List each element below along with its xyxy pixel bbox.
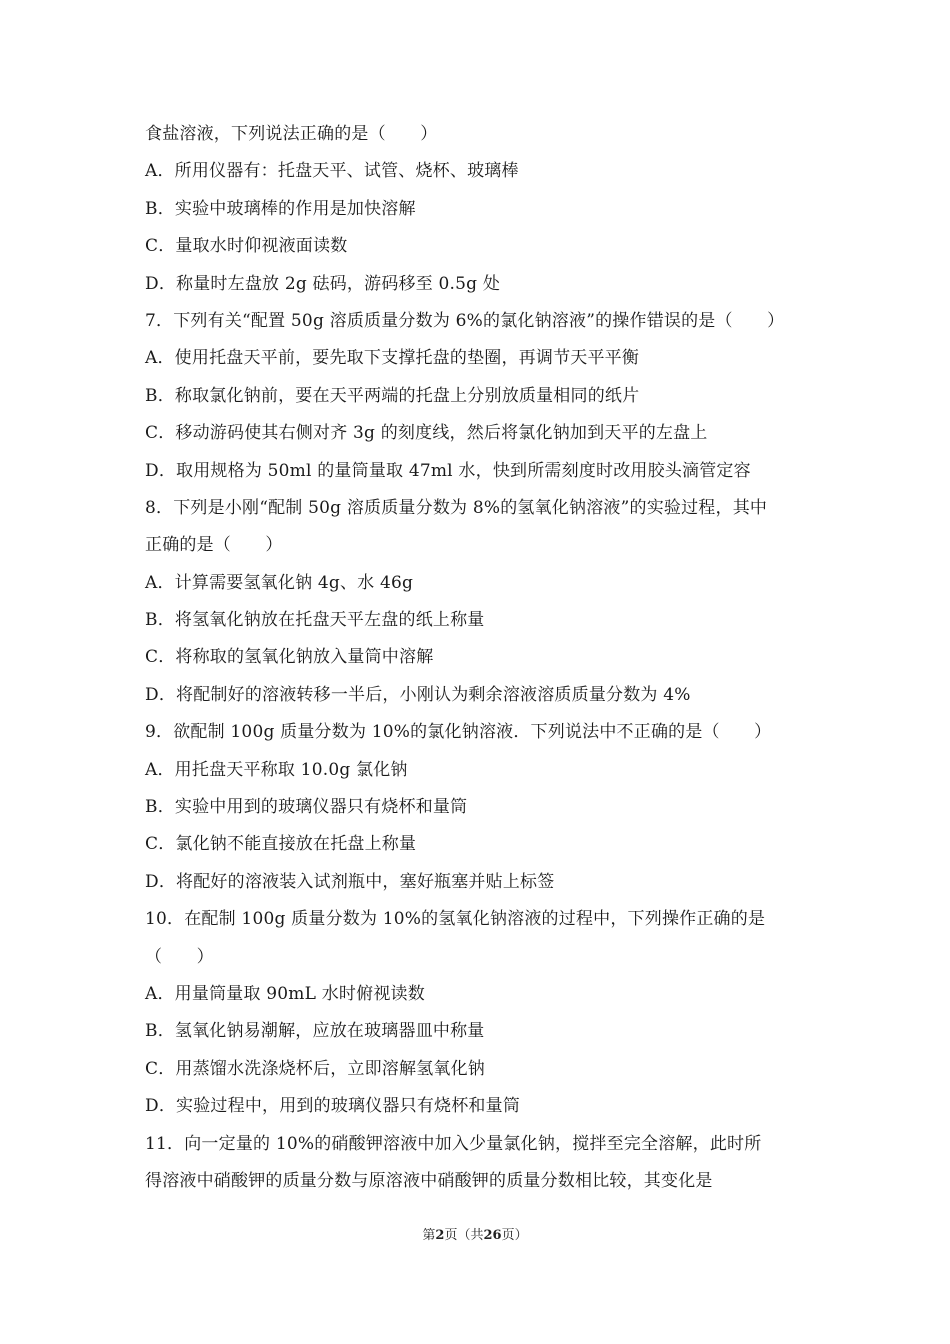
text-line: B．氢氧化钠易潮解，应放在玻璃器皿中称量 bbox=[145, 1021, 485, 1042]
text-line: A．所用仪器有：托盘天平、试管、烧杯、玻璃棒 bbox=[145, 161, 519, 182]
text-line: 食盐溶液，下列说法正确的是（ ） bbox=[145, 124, 438, 144]
text-line: D．称量时左盘放 2g 砝码，游码移至 0.5g 处 bbox=[145, 273, 501, 294]
text-line: 7．下列有关“配置 50g 溶质质量分数为 6%的氯化钠溶液”的操作错误的是（ ） bbox=[145, 310, 785, 331]
text-line: C．量取水时仰视液面读数 bbox=[145, 236, 348, 257]
text-line: B．将氢氧化钠放在托盘天平左盘的纸上称量 bbox=[145, 610, 485, 631]
text-line: 9．欲配制 100g 质量分数为 10%的氯化钠溶液．下列说法中不正确的是（ ） bbox=[145, 722, 772, 743]
text-line: 正确的是（ ） bbox=[145, 535, 283, 556]
text-line: A．用托盘天平称取 10.0g 氯化钠 bbox=[145, 759, 408, 780]
text-line: C．移动游码使其右侧对齐 3g 的刻度线，然后将氯化钠加到天平的左盘上 bbox=[145, 423, 708, 444]
text-line: A．用量筒量取 90mL 水时俯视读数 bbox=[145, 983, 425, 1004]
text-line: D．将配制好的溶液转移一半后，小刚认为剩余溶液溶质质量分数为 4% bbox=[145, 684, 691, 705]
text-line: 11．向一定量的 10%的硝酸钾溶液中加入少量氯化钠，搅拌至完全溶解，此时所 bbox=[145, 1133, 762, 1154]
question-text-block bbox=[145, 116, 815, 1200]
text-line: D．实验过程中，用到的玻璃仪器只有烧杯和量筒 bbox=[145, 1096, 521, 1117]
page-footer bbox=[0, 1224, 950, 1243]
footer-page-number: 2 bbox=[435, 1228, 445, 1243]
text-line: 8．下列是小刚“配制 50g 溶质质量分数为 8%的氢氧化钠溶液”的实验过程，其中 bbox=[145, 497, 768, 518]
footer-suffix: 页） bbox=[501, 1228, 528, 1243]
footer-middle: 页（共 bbox=[444, 1228, 484, 1243]
text-line: 得溶液中硝酸钾的质量分数与原溶液中硝酸钾的质量分数相比较，其变化是 bbox=[145, 1170, 713, 1191]
text-line: B．实验中用到的玻璃仪器只有烧杯和量筒 bbox=[145, 797, 468, 818]
text-line: D．将配好的溶液装入试剂瓶中，塞好瓶塞并贴上标签 bbox=[145, 871, 555, 892]
text-line: A．计算需要氢氧化钠 4g、水 46g bbox=[145, 572, 414, 593]
text-line: C．用蒸馏水洗涤烧杯后，立即溶解氢氧化钠 bbox=[145, 1058, 486, 1079]
text-line: 10．在配制 100g 质量分数为 10%的氢氧化钠溶液的过程中，下列操作正确的是 bbox=[145, 909, 766, 930]
text-line: A．使用托盘天平前，要先取下支撑托盘的垫圈，再调节天平平衡 bbox=[145, 348, 640, 369]
text-line: B．实验中玻璃棒的作用是加快溶解 bbox=[145, 198, 416, 219]
footer-total-pages: 26 bbox=[483, 1228, 502, 1243]
footer-prefix: 第 bbox=[422, 1228, 436, 1243]
text-line: C．将称取的氢氧化钠放入量筒中溶解 bbox=[145, 647, 434, 668]
text-line: C．氯化钠不能直接放在托盘上称量 bbox=[145, 834, 417, 855]
text-line: D．取用规格为 50ml 的量筒量取 47ml 水，快到所需刻度时改用胶头滴管定容 bbox=[145, 460, 751, 481]
text-line: B．称取氯化钠前，要在天平两端的托盘上分别放质量相同的纸片 bbox=[145, 385, 640, 406]
text-line: （ ） bbox=[145, 946, 214, 967]
